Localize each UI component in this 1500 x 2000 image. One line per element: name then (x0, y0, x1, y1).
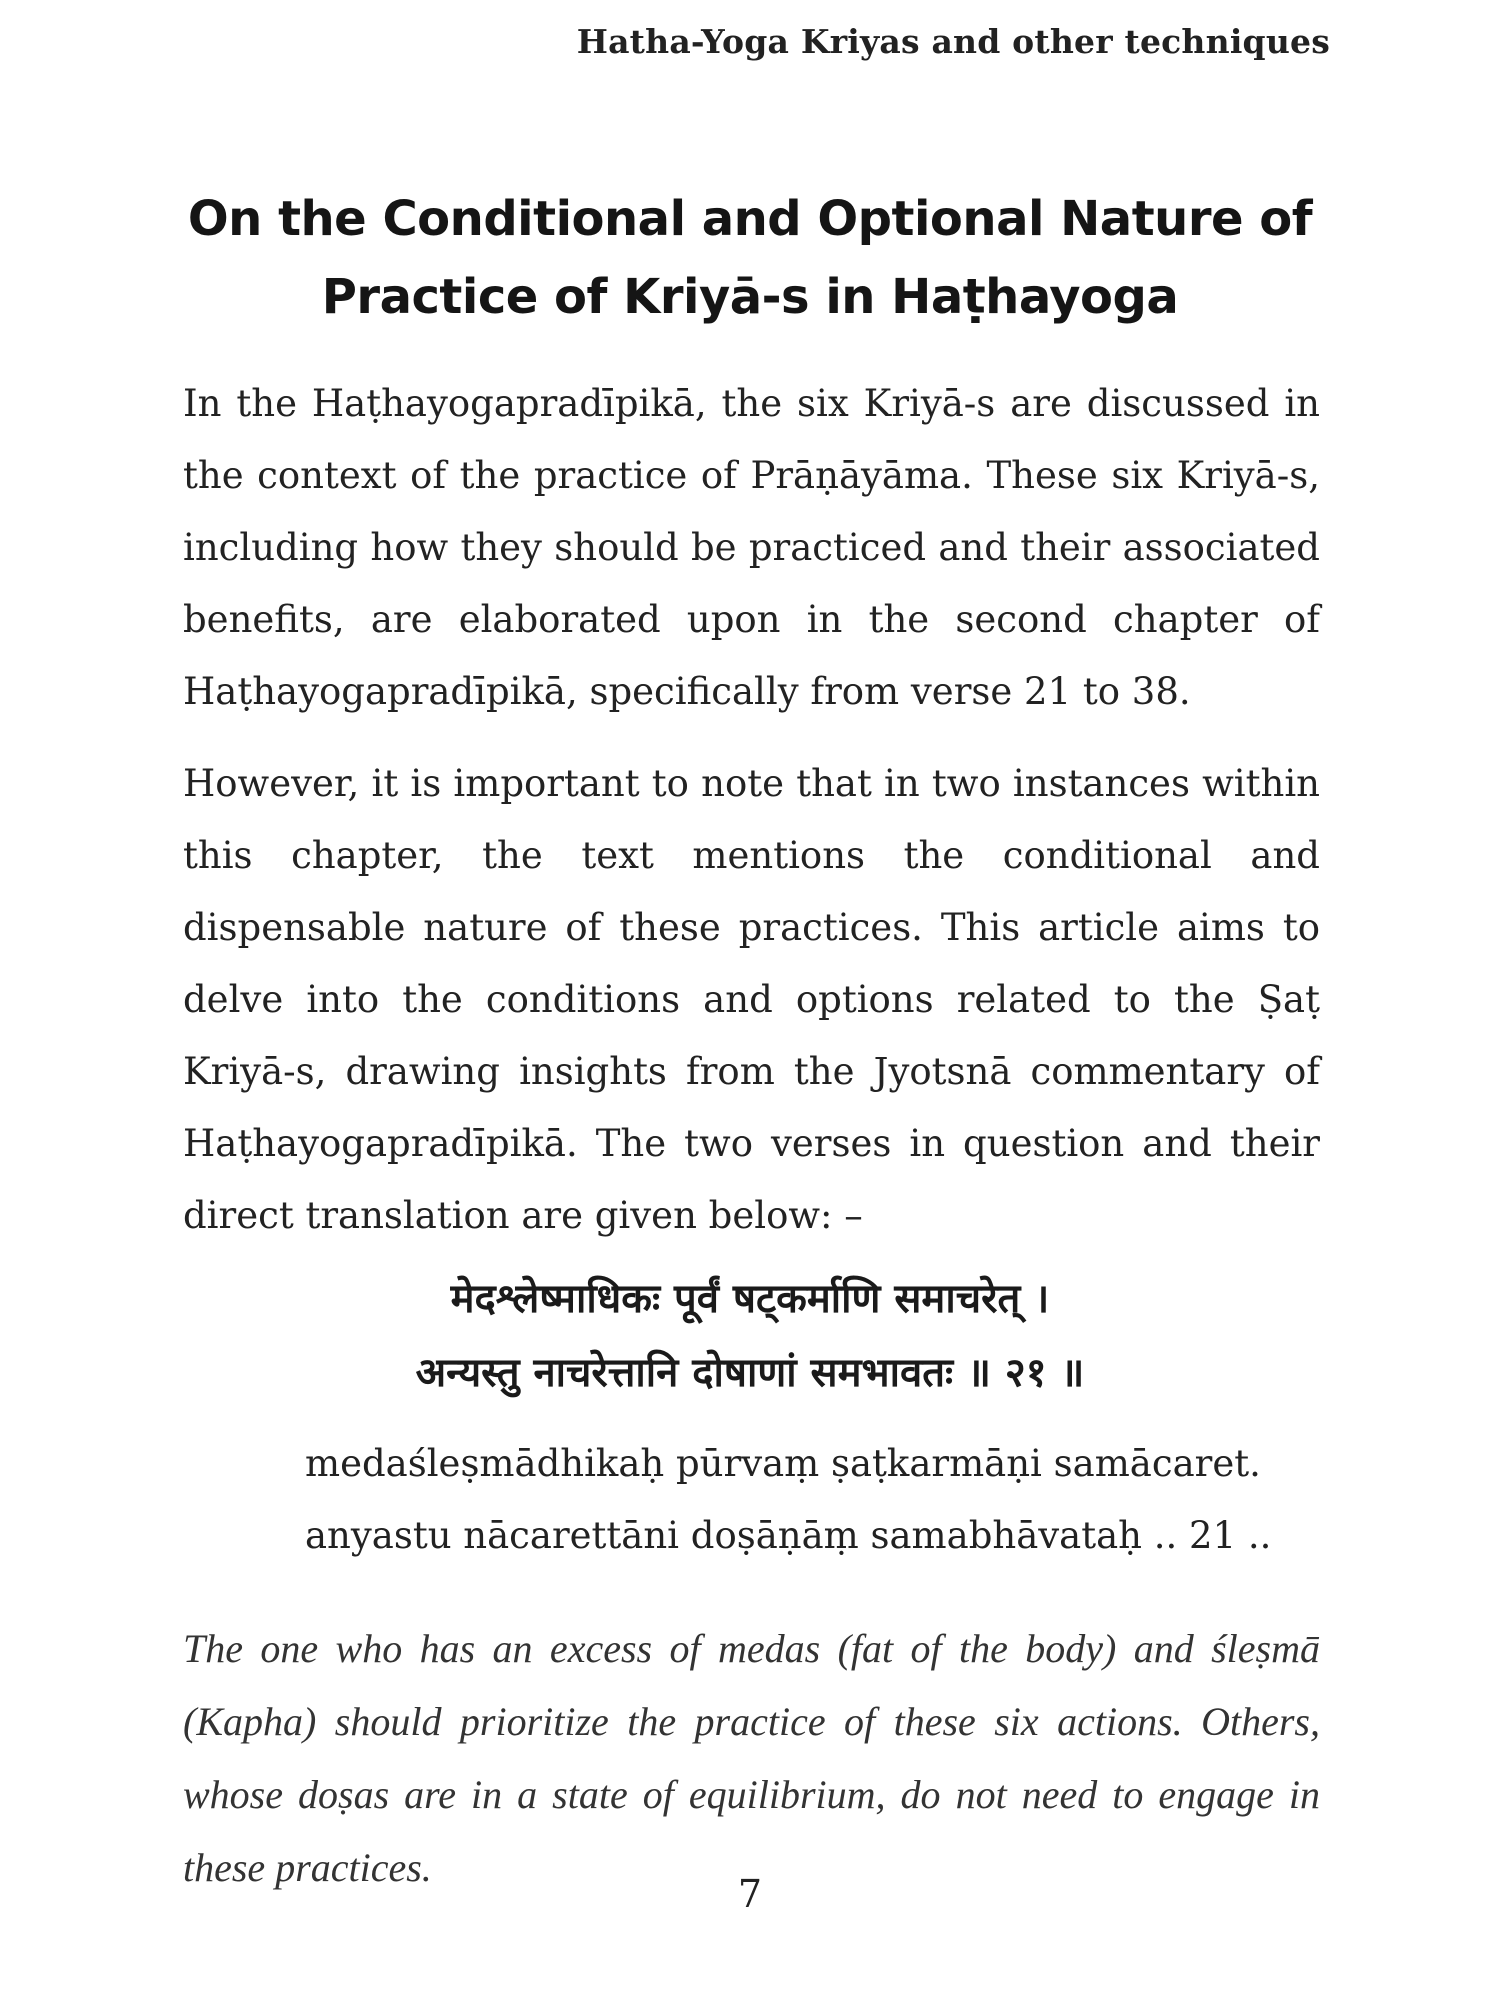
section-title-line-2: Practice of Kriyā-s in Haṭhayoga (321, 269, 1179, 325)
transliteration-line-2: anyastu nācarettāni doṣāṇāṃ samabhāvataḥ .. 21 .. (305, 1514, 1272, 1557)
devanagari-line-1: मेदश्लेष्माधिकः पूर्वं षट्कर्माणि समाचरेत् । (450, 1276, 1050, 1322)
running-header: Hatha-Yoga Kriyas and other techniques (576, 22, 1330, 61)
transliteration-line-1: medaśleṣmādhikaḥ pūrvaṃ ṣaṭkarmāṇi samācaret. (305, 1442, 1261, 1485)
body-paragraph-2: However, it is important to note that in two instances within this chapter, the text mentions the conditional and dispensable nature of these practices. This article aims to delve into the conditions and options related to the Ṣaṭ Kriyā-s, drawing insights from the Jyotsnā commentary of Haṭhayogapradīpikā. The two verses in question and their direct translation are given below: – (183, 762, 1320, 1237)
devanagari-line-2: अन्यस्तु नाचरेत्तानि दोषाणां समभावतः ॥ २१ ॥ (415, 1350, 1085, 1396)
body-paragraph-1: In the Haṭhayogapradīpikā, the six Kriyā-s are discussed in the context of the practice of Prāṇāyāma. These six Kriyā-s, including how they should be practiced and their associated benefits, are elaborated upon in the second chapter of Haṭhayogapradīpikā, specifically from verse 21 to 38. (183, 382, 1320, 713)
verse-translation: The one who has an excess of medas (fat of the body) and śleṣmā (Kapha) should prioritize the practice of these six actions. Others, whose doṣas are in a state of equilibrium, do not need to engage in these practices. (183, 1626, 1320, 1890)
sanskrit-verse-transliteration (305, 1428, 1305, 1572)
section-title-line-1: On the Conditional and Optional Nature of (187, 191, 1313, 247)
page-number: 7 (737, 1872, 763, 1916)
section-title (180, 180, 1320, 336)
sanskrit-verse-devanagari (180, 1262, 1320, 1410)
